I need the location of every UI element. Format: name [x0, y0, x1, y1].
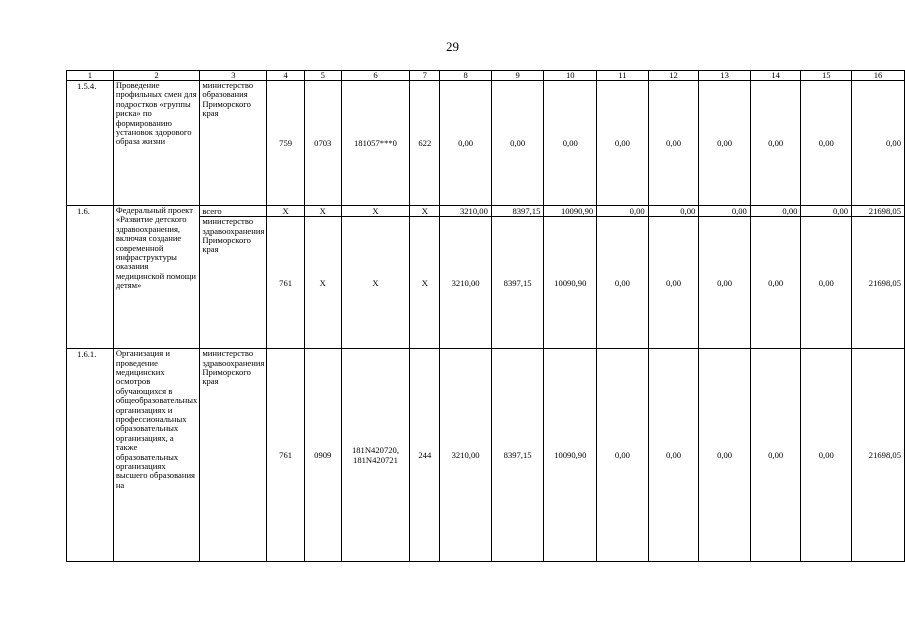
cell-c7: 244 — [410, 349, 440, 562]
row-executor: всего — [200, 206, 267, 217]
cell-c4: 761 — [267, 349, 304, 562]
cell-c13: 0,00 — [699, 349, 751, 562]
cell-c13: 0,00 — [699, 206, 751, 217]
cell-c12: 0,00 — [648, 349, 699, 562]
row-executor: министерство здравоохранения Приморского края — [200, 217, 267, 349]
cell-c13: 0,00 — [699, 217, 751, 349]
col-header: 9 — [491, 71, 544, 81]
row-executor: министерство здравоохранения Приморского края — [200, 349, 267, 562]
cell-c15: 0,00 — [801, 349, 852, 562]
cell-c9: 8397,15 — [491, 206, 544, 217]
cell-c16: 21698,05 — [852, 349, 905, 562]
cell-c15: 0,00 — [801, 81, 852, 206]
row-number: 1.6. — [67, 206, 114, 349]
cell-c12: 0,00 — [648, 217, 699, 349]
budget-table — [66, 70, 905, 562]
col-header: 16 — [852, 71, 905, 81]
cell-c9: 8397,15 — [491, 349, 544, 562]
cell-c6: 181057***0 — [341, 81, 410, 206]
cell-c10: 10090,90 — [544, 206, 597, 217]
col-header: 8 — [440, 71, 492, 81]
col-header: 2 — [113, 71, 200, 81]
cell-c5: X — [304, 206, 341, 217]
cell-c16: 21698,05 — [852, 217, 905, 349]
table-row — [67, 81, 905, 206]
cell-c4: X — [267, 206, 304, 217]
table-row — [67, 349, 905, 562]
cell-c6: 181N420720, 181N420721 — [341, 349, 410, 562]
cell-c8: 0,00 — [440, 81, 492, 206]
cell-c12: 0,00 — [648, 81, 699, 206]
cell-c5: X — [304, 217, 341, 349]
col-header: 4 — [267, 71, 304, 81]
cell-c8: 3210,00 — [440, 206, 492, 217]
col-header: 5 — [304, 71, 341, 81]
col-header: 7 — [410, 71, 440, 81]
cell-c12: 0,00 — [648, 206, 699, 217]
page-number: 29 — [446, 39, 459, 54]
column-numbers-row — [67, 71, 905, 81]
table-row — [67, 206, 905, 217]
cell-c11: 0,00 — [597, 217, 649, 349]
col-header: 13 — [699, 71, 751, 81]
col-header: 14 — [750, 71, 801, 81]
cell-c7: X — [410, 206, 440, 217]
cell-c14: 0,00 — [750, 206, 801, 217]
cell-c10: 0,00 — [544, 81, 597, 206]
cell-c4: 761 — [267, 217, 304, 349]
cell-c11: 0,00 — [597, 349, 649, 562]
col-header: 3 — [200, 71, 267, 81]
cell-c14: 0,00 — [750, 81, 801, 206]
cell-c9: 8397,15 — [491, 217, 544, 349]
cell-c10: 10090,90 — [544, 349, 597, 562]
col-header: 10 — [544, 71, 597, 81]
cell-c5: 0909 — [304, 349, 341, 562]
row-number: 1.5.4. — [67, 81, 114, 206]
row-name: Федеральный проект «Развитие детского здравоохранения, включая создание современной инфраструктуры оказания медицинской помощи детям» — [113, 206, 200, 349]
cell-c5: 0703 — [304, 81, 341, 206]
row-name: Проведение профильных смен для подростков «группы риска» по формированию установок здорового образа жизни — [113, 81, 200, 206]
cell-c14: 0,00 — [750, 349, 801, 562]
cell-c14: 0,00 — [750, 217, 801, 349]
cell-c15: 0,00 — [801, 217, 852, 349]
col-header: 1 — [67, 71, 114, 81]
col-header: 12 — [648, 71, 699, 81]
row-number: 1.6.1. — [67, 349, 114, 562]
cell-c6: X — [341, 206, 410, 217]
cell-c16: 21698,05 — [852, 206, 905, 217]
cell-c11: 0,00 — [597, 206, 649, 217]
col-header: 11 — [597, 71, 649, 81]
cell-c7: 622 — [410, 81, 440, 206]
col-header: 15 — [801, 71, 852, 81]
cell-c15: 0,00 — [801, 206, 852, 217]
cell-c4: 759 — [267, 81, 304, 206]
cell-c10: 10090,90 — [544, 217, 597, 349]
cell-c8: 3210,00 — [440, 349, 492, 562]
cell-c11: 0,00 — [597, 81, 649, 206]
cell-c7: X — [410, 217, 440, 349]
cell-c16: 0,00 — [852, 81, 905, 206]
row-name: Организация и проведение медицинских осмотров обучающихся в общеобразовательных организациях и профессиональных образовательных организациях, а также образовательных организациях высшего образования на — [113, 349, 200, 562]
cell-c6: X — [341, 217, 410, 349]
cell-c8: 3210,00 — [440, 217, 492, 349]
row-executor: министерство образования Приморского края — [200, 81, 267, 206]
cell-c13: 0,00 — [699, 81, 751, 206]
cell-c9: 0,00 — [491, 81, 544, 206]
col-header: 6 — [341, 71, 410, 81]
